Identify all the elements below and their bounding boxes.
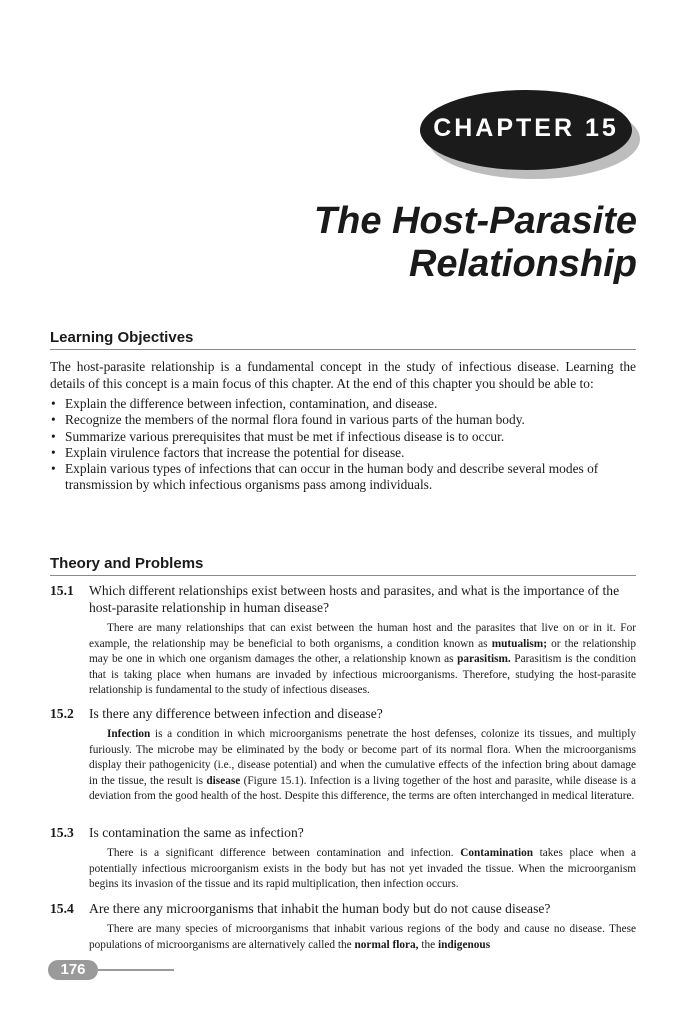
learning-objectives-heading: Learning Objectives [50,329,636,350]
learning-objectives-intro: The host-parasite relationship is a fundamental concept in the study of infectious disease. Learning the details of this concept is a main focus of this chapter. At the end of this chapter you should be able to: [50,359,636,391]
term-indigenous: indigenous [437,938,491,951]
question-number: 15.3 [50,825,74,840]
learning-objectives-list [50,396,636,494]
term-infection: Infection [107,728,151,740]
question-number: 15.2 [50,706,74,721]
question-15-4 [50,900,636,953]
answer-text: There are many relationships that can exist between the human host and the parasites that live on or in it. For example, the relationship may be beneficial to both organisms, a condition known as mutualism; or the relationship may be one in which one organism damages the other, a relationship known as parasitism. Parasitism is the condition that is taking place when humans are invaded by infectious microorganisms. Therefore, studying the host-parasite relationship is fundamental to the study of infectious diseases. [89,622,637,696]
objective-item: • Explain the difference between infection, contamination, and disease. [50,396,636,412]
term-contamination: Contamination [460,847,534,859]
objective-item: • Summarize various prerequisites that must be met if infectious disease is to occur. [50,429,636,445]
answer-text: Infection is a condition in which microorganisms penetrate the host defenses, colonize its tissues, and multiply furiously. The microbe may be eliminated by the body or become part of its normal flora. When the microorganisms display their pathogenicity (i.e., disease potential) and when the cumulative effects of the infection bring about damage in the tissue, the result is disease (Figure 15.1). Infection is a living together of the host and parasite, while disease is a deviation from the good health of the host. Despite this difference, the terms are often interchanged in medical literature. [89,728,636,802]
chapter-title [314,200,637,286]
question-text: Is contamination the same as infection? [89,825,304,840]
term-disease: disease [206,774,241,787]
page-number-rule [98,969,174,971]
objective-item: • Explain various types of infections that can occur in the human body and describe several modes of transmission by which infectious organisms pass among individuals. [50,461,636,494]
chapter-badge [420,90,632,170]
objective-item: • Explain virulence factors that increase the potential for disease. [50,445,636,461]
chapter-title-line-1: The Host-Parasite [313,200,637,242]
term-parasitism: parasitism. [457,653,511,665]
objective-item: • Recognize the members of the normal flora found in various parts of the human body. [50,412,636,428]
answer-text: There is a significant difference between contamination and infection. Contamination takes place when a potentially infectious microorganism exists in the body but has not yet invaded the tissue. When the microorganism begins its invasion of the tissue and its rapid multiplication, then infection occurs. [89,847,636,890]
theory-problems-heading: Theory and Problems [50,555,636,576]
question-number: 15.4 [50,901,74,916]
question-text: Which different relationships exist between hosts and parasites, and what is the importance of the host-parasite relationship in human disease? [89,583,620,615]
question-number: 15.1 [50,583,74,598]
term-mutualism: mutualism; [491,637,547,650]
term-normal-flora: normal flora, [354,938,419,951]
chapter-label: CHAPTER 15 [433,114,619,142]
question-text: Are there any microorganisms that inhabit the human body but do not cause disease? [89,901,551,916]
question-15-3 [50,824,636,893]
question-15-2 [50,705,636,805]
answer-text: There are many species of microorganisms that inhabit various regions of the body and cause no disease. These populations of microorganisms are alternatively called the normal flora, the indigenous [89,923,636,951]
chapter-title-line-2: Relationship [408,243,637,285]
question-text: Is there any difference between infection and disease? [89,706,383,721]
question-15-1 [50,582,636,699]
page-number: 176 [48,960,98,980]
